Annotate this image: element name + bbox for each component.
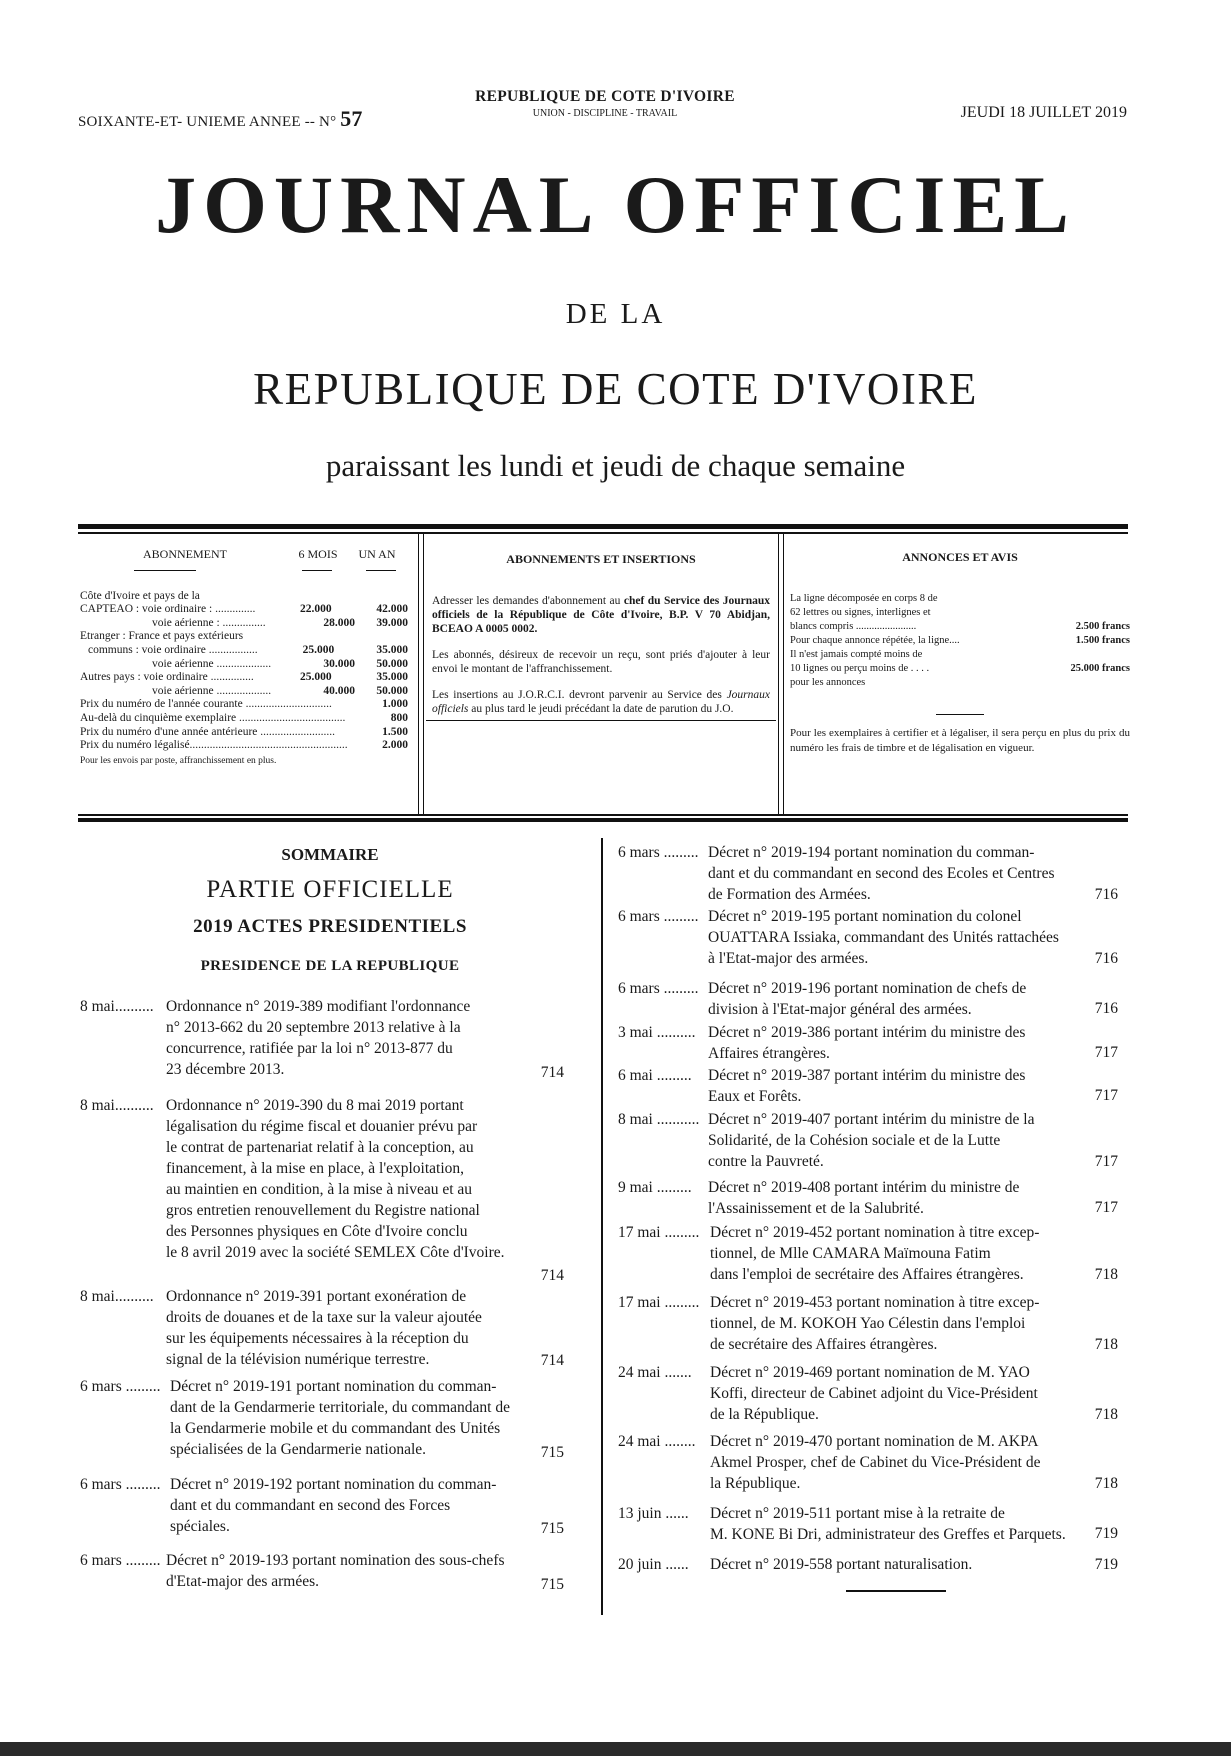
entry-text: Décret n° 2019-452 portant nomination à titre excep- tionnel, de Mlle CAMARA Maïmouna Fatim dans l'emploi de secrétaire des Affaires étrangères. (710, 1224, 1040, 1283)
entry-date: 9 mai ......... (618, 1179, 692, 1196)
abonnement-row-label: CAPTEAO : voie ordinaire : .............. (80, 603, 256, 616)
entry-date: 24 mai ........ (618, 1433, 696, 1450)
abonnement-row-6mois: 25.000 (302, 643, 335, 656)
end-of-summary-rule (846, 1590, 946, 1592)
abonnement-row-unan: 39.000 (376, 616, 408, 629)
entry-text: Décret n° 2019-558 portant naturalisation. (710, 1556, 973, 1573)
partie-officielle-heading: PARTIE OFFICIELLE (206, 876, 454, 903)
annonces-price-line (790, 662, 1130, 676)
postage-note: Pour les envois par poste, affranchissement en plus. (80, 755, 277, 766)
annonces-line: 62 lettres ou signes, interlignes et (790, 607, 931, 618)
actes-presidentiels-heading: 2019 ACTES PRESIDENTIELS (193, 916, 467, 937)
annonces-price: 25.000 francs (1070, 663, 1130, 674)
masthead-subtitle: paraissant les lundi et jeudi de chaque semaine (325, 448, 906, 483)
insertions-column (432, 552, 770, 728)
annonces-price: 2.500 francs (1075, 621, 1130, 632)
entry-text: Décret n° 2019-453 portant nomination à titre excep- tionnel, de M. KOKOH Yao Célestin dans l'emploi de secrétaire des Affaires étrangères. (710, 1294, 1040, 1353)
annonces-line: pour les annonces (790, 677, 866, 688)
entry-text: Décret n° 2019-196 portant nomination de chefs de division à l'Etat-major général des armées. (708, 980, 1027, 1018)
abonnement-row-6mois: 40.000 (323, 684, 356, 697)
entry-date: 6 mars ......... (80, 1378, 161, 1395)
entry-page: 719 (1094, 1525, 1118, 1542)
annonces-price-line (790, 620, 1130, 634)
price-row-label: Prix du numéro légalisé....................................................... (80, 739, 348, 752)
annonces-line: 10 lignes ou perçu moins de . . . . (790, 663, 930, 674)
entry-date: 8 mai.......... (80, 1288, 154, 1305)
entry-date: 8 mai.......... (80, 998, 154, 1015)
abonnement-row-6mois (300, 630, 340, 644)
entry-text: Décret n° 2019-194 portant nomination du comman- dant et du commandant en second des Ecoles et Centres de Formation des Armées. (708, 844, 1055, 903)
annonces-line: La ligne décomposée en corps 8 de (790, 593, 938, 604)
year-issue-label (78, 106, 363, 132)
entry-date: 20 juin ...... (618, 1556, 689, 1573)
entry-date: 6 mars ......... (618, 844, 699, 861)
entry-date: 3 mai .......... (618, 1024, 696, 1041)
entry-date: 17 mai ......... (618, 1224, 700, 1241)
price-row-label: Au-delà du cinquième exemplaire ..................................... (80, 711, 346, 724)
annonces-legalisation-note: Pour les exemplaires à certifier et à légaliser, il sera perçu en plus du prix du numéro les frais de timbre et de légalisation en vigueur. (790, 727, 1130, 754)
entry-text: Décret n° 2019-192 portant nomination du comman- dant et du commandant en second des Forces spéciales. (170, 1476, 497, 1535)
entry-page: 718 (1094, 1475, 1118, 1492)
abonnement-row-label: Etranger : France et pays extérieurs (80, 630, 244, 643)
abonnement-row (80, 671, 408, 685)
abonnement-row-unan (340, 630, 408, 644)
abonnement-region-label: Côte d'Ivoire et pays de la (80, 589, 200, 602)
sommaire-title: SOMMAIRE (281, 845, 379, 864)
entry-text: Décret n° 2019-195 portant nomination du colonel OUATTARA Issiaka, commandant des Unités rattachées à l'Etat-major des armées. (708, 908, 1059, 967)
entry-text: Décret n° 2019-408 portant intérim du ministre de l'Assainissement et de la Salubrité. (708, 1179, 1020, 1217)
abonnement-row-unan: 35.000 (376, 643, 409, 656)
insertions-deadline (432, 688, 770, 716)
masthead-de-la: DE LA (565, 298, 666, 330)
national-motto: UNION - DISCIPLINE - TRAVAIL (532, 108, 678, 119)
entry-page: 719 (1094, 1556, 1118, 1573)
abonnement-row (80, 603, 408, 617)
entry-text: Décret n° 2019-407 portant intérim du ministre de la Solidarité, de la Cohésion sociale et de la Lutte contre la Pauvreté. (708, 1111, 1035, 1170)
entry-page: 718 (1094, 1266, 1118, 1283)
entry-page: 716 (1094, 886, 1118, 903)
masthead-republic: REPUBLIQUE DE COTE D'IVOIRE (253, 364, 978, 414)
insertions-address-text: Adresser les demandes d'abonnement au (432, 595, 624, 607)
entry-date: 24 mai ....... (618, 1364, 692, 1381)
price-row (80, 712, 408, 726)
annonces-line: Pour chaque annonce répétée, la ligne.... (790, 635, 960, 646)
entry-date: 6 mai ......... (618, 1067, 692, 1084)
price-row-value: 800 (390, 711, 408, 724)
insertions-address (432, 594, 770, 636)
entry-text: Ordonnance n° 2019-390 du 8 mai 2019 portant légalisation du régime fiscal et douanier prévu par le contrat de partenariat relatif à la conception, au financement, à la mise en place, à l'exploitation, au maintien en condition, à la mise à niveau et au gros entretien renouvellement du Registre national des Personnes physiques en Côte d'Ivoire conclu le 8 avril 2019 avec la société SEMLEX Côte d'Ivoire. (166, 1097, 505, 1261)
info-box-bottom-rule (78, 818, 1128, 822)
scan-bottom-edge (0, 1742, 1231, 1756)
entry-date: 8 mai.......... (80, 1097, 154, 1114)
price-row-value: 1.500 (382, 725, 408, 738)
annonces-line: blancs compris ....................... (790, 621, 917, 632)
issue-date: JEUDI 18 JUILLET 2019 (960, 104, 1127, 121)
abonnement-row-unan: 35.000 (376, 671, 408, 684)
annonces-title: ANNONCES ET AVIS (902, 550, 1018, 564)
entry-page: 718 (1094, 1406, 1118, 1423)
entry-page: 717 (1094, 1199, 1118, 1216)
entry-page: 714 (540, 1267, 564, 1284)
entry-text: Décret n° 2019-386 portant intérim du ministre des Affaires étrangères. (708, 1024, 1026, 1062)
insertions-address-bold: chef du Service des Journaux officiels de la République de Côte d'Ivoire, B.P. V 70 Abidjan, BCEAO A 0005 0002. (432, 595, 771, 635)
entry-text: Décret n° 2019-469 portant nomination de M. YAO Koffi, directeur de Cabinet adjoint du Vice-Président de la République. (710, 1364, 1038, 1423)
entry-page: 714 (540, 1352, 564, 1369)
annonces-line: Il n'est jamais compté moins de (790, 649, 923, 660)
abonnement-row (80, 617, 408, 631)
annonces-column (790, 550, 1130, 756)
entry-page: 717 (1094, 1044, 1118, 1061)
entry-date: 8 mai ........... (618, 1111, 700, 1128)
insertions-deadline-em: Journaux officiels (432, 689, 770, 715)
abonnement-row-unan: 50.000 (376, 657, 408, 670)
insertions-title: ABONNEMENTS ET INSERTIONS (506, 552, 696, 566)
abonnement-table (80, 548, 408, 768)
abonnement-row-label: communs : voie ordinaire ................. (88, 643, 258, 656)
republic-header (440, 88, 770, 119)
abonnement-row-label: Autres pays : voie ordinaire ............... (80, 671, 254, 684)
abonnement-row-6mois: 28.000 (323, 616, 356, 629)
insertions-separator (426, 720, 776, 721)
entry-date: 6 mars ......... (80, 1552, 161, 1569)
entry-page: 715 (540, 1444, 564, 1461)
price-row (80, 698, 408, 712)
price-row-value: 1.000 (382, 698, 408, 711)
entry-date: 17 mai ......... (618, 1294, 700, 1311)
entry-text: Ordonnance n° 2019-389 modifiant l'ordonnance n° 2013-662 du 20 septembre 2013 relative à la concurrence, ratifiée par la loi n° 2013-877 du 23 décembre 2013. (166, 998, 471, 1078)
entry-date: 6 mars ......... (618, 980, 699, 997)
abonnement-row-6mois: 25.000 (300, 671, 332, 684)
masthead-title: JOURNAL OFFICIEL (155, 159, 1076, 250)
entry-text: Ordonnance n° 2019-391 portant exonération de droits de douanes et de la taxe sur la valeur ajoutée sur les équipements nécessaires à la réception du signal de la télévision numérique terrestre. (166, 1288, 482, 1368)
price-row (80, 726, 408, 740)
entry-text: Décret n° 2019-470 portant nomination de M. AKPA Akmel Prosper, chef de Cabinet du Vice-Président de la République. (710, 1433, 1041, 1492)
annonces-separator (936, 714, 984, 715)
annonces-price-line (790, 634, 1130, 648)
info-box-bottom-rule-thin (78, 814, 1128, 816)
entry-page: 715 (540, 1576, 564, 1593)
abonnement-head-label: ABONNEMENT (143, 547, 227, 561)
info-box-top-rule-thin (78, 532, 1128, 534)
abonnement-row-label: voie aérienne ................... (152, 684, 272, 697)
info-box-top-rule (78, 524, 1128, 529)
insertions-deadline-a: Les insertions au J.O.R.C.I. devront parvenir au Service des (432, 689, 727, 701)
entry-page: 714 (540, 1064, 564, 1081)
entry-page: 718 (1094, 1336, 1118, 1353)
price-row (80, 739, 408, 753)
abonnement-row (80, 685, 408, 699)
insertions-receipt: Les abonnés, désireux de recevoir un reçu, sont priés d'ajouter à leur envoi le montant de l'affranchissement. (432, 649, 770, 675)
abonnement-row-label: voie aérienne ................... (152, 657, 272, 670)
abonnement-row (80, 644, 408, 658)
price-row-value: 2.000 (382, 739, 408, 752)
entry-page: 715 (540, 1520, 564, 1537)
entry-page: 716 (1094, 1000, 1118, 1017)
six-mois-underline (302, 570, 332, 571)
entry-date: 6 mars ......... (618, 908, 699, 925)
presidence-heading: PRESIDENCE DE LA REPUBLIQUE (200, 958, 460, 974)
abonnement-row-label: voie aérienne : ............... (152, 616, 266, 629)
abonnement-head (80, 548, 408, 562)
abonnement-row-6mois: 30.000 (323, 657, 356, 670)
entry-text: Décret n° 2019-511 portant mise à la retraite de M. KONE Bi Dri, administrateur des Greffes et Parquets. (710, 1505, 1066, 1543)
entry-date: 6 mars ......... (80, 1476, 161, 1493)
abonnement-underline (134, 570, 196, 571)
un-an-underline (366, 570, 396, 571)
price-row-label: Prix du numéro d'une année antérieure .......................... (80, 725, 336, 738)
insertions-deadline-b: au plus tard le jeudi précédant la date de parution du J.O. (468, 703, 734, 715)
abonnement-head-6mois: 6 MOIS (298, 547, 338, 561)
abonnement-row-6mois: 22.000 (300, 603, 332, 616)
entry-page: 716 (1094, 950, 1118, 967)
year-label: SOIXANTE-ET- UNIEME ANNEE -- N° (78, 114, 337, 130)
abonnement-head-unan: UN AN (358, 547, 396, 561)
abonnement-row-unan: 50.000 (376, 684, 408, 697)
abonnement-row-unan: 42.000 (376, 603, 408, 616)
info-box-divider-1 (418, 534, 424, 814)
entry-text: Décret n° 2019-387 portant intérim du ministre des Eaux et Forêts. (708, 1067, 1026, 1105)
abonnement-row (80, 630, 408, 644)
issue-number: 57 (340, 106, 363, 131)
entry-page: 717 (1094, 1153, 1118, 1170)
entry-text: Décret n° 2019-191 portant nomination du comman- dant de la Gendarmerie territoriale, du commandant de la Gendarmerie mobile et du commandant des Unités spécialisées de la Gendarmerie nationale. (170, 1378, 510, 1458)
entry-page: 717 (1094, 1087, 1118, 1104)
abonnement-row (80, 658, 408, 672)
entry-text: Décret n° 2019-193 portant nomination des sous-chefs d'Etat-major des armées. (166, 1552, 505, 1590)
sommaire-column-divider (601, 838, 603, 1615)
entry-date: 13 juin ...... (618, 1505, 689, 1522)
annonces-price: 1.500 francs (1075, 635, 1130, 646)
price-row-label: Prix du numéro de l'année courante .............................. (80, 698, 332, 711)
republic-header-title: REPUBLIQUE DE COTE D'IVOIRE (475, 88, 735, 105)
info-box-divider-2 (778, 534, 784, 814)
